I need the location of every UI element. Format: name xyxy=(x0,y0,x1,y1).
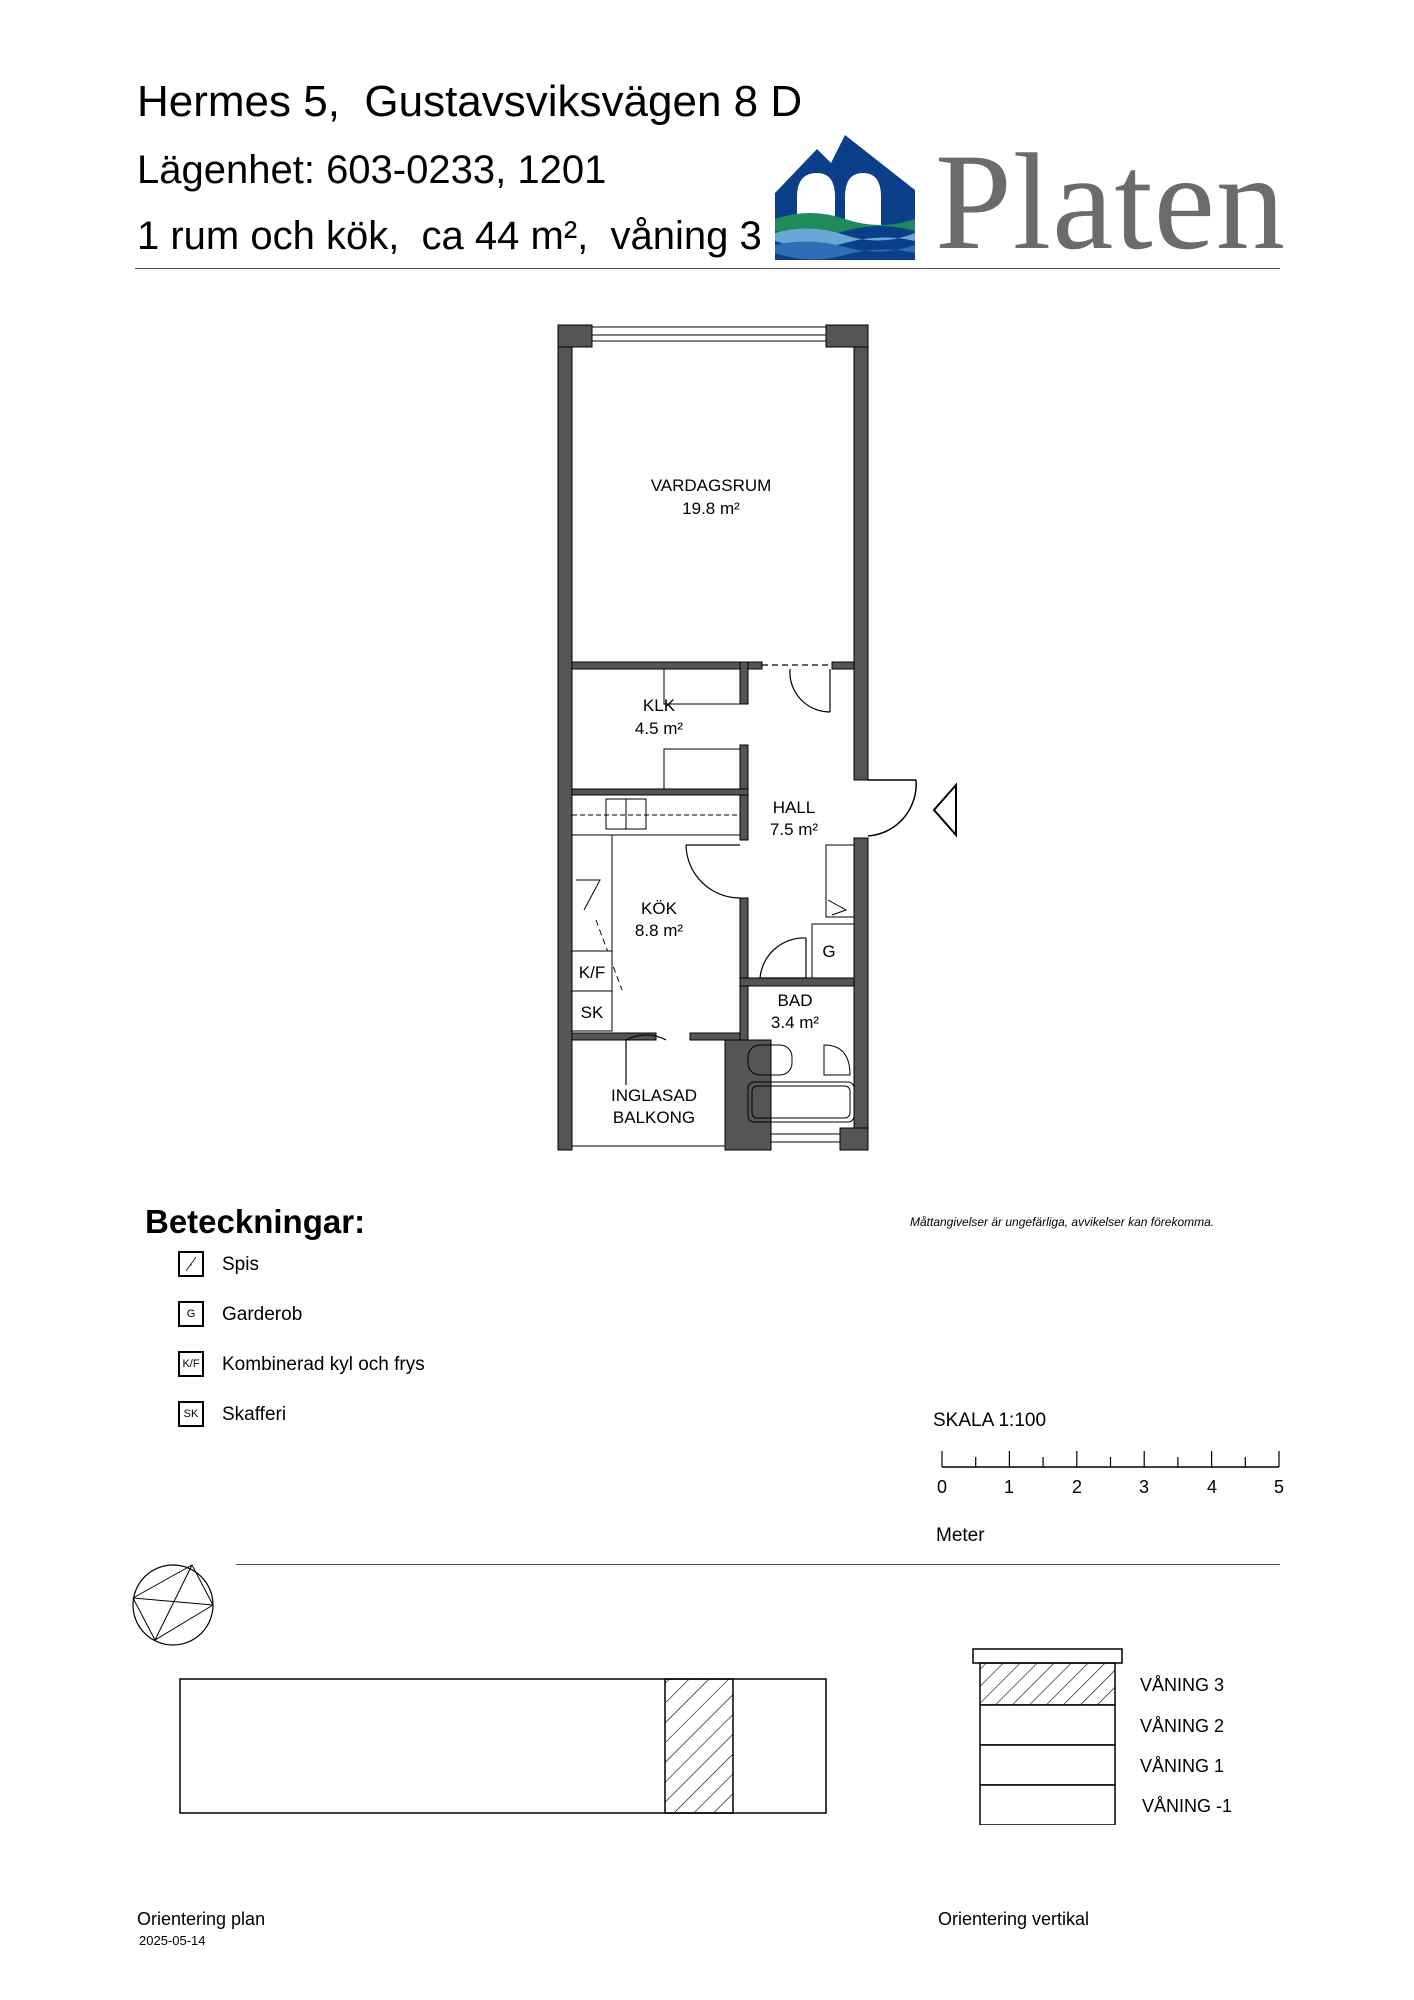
plan-date: 2025-05-14 xyxy=(139,1933,206,1948)
wall-klk-kok xyxy=(572,789,748,795)
scale-tick-1: 1 xyxy=(1003,1477,1014,1497)
wall-kok-balcony-right xyxy=(690,1033,740,1040)
apartment-location-marker xyxy=(665,1679,733,1813)
room-name-vardagsrum: VARDAGSRUM xyxy=(650,476,772,495)
entrance-arrow-icon xyxy=(934,785,956,835)
legend-label-spis: Spis xyxy=(222,1254,259,1275)
room-name-balkong-2: BALKONG xyxy=(612,1108,696,1127)
wall-living-klk xyxy=(572,662,762,669)
fixture-garderob: G xyxy=(822,942,836,961)
wall-living-hall xyxy=(832,662,854,669)
platen-logo-text: Platen xyxy=(935,125,1286,278)
legend-label-kylfrys: Kombinerad kyl och frys xyxy=(222,1354,425,1375)
wall-kok-balcony-left xyxy=(572,1033,656,1040)
highlighted-floor-marker xyxy=(980,1663,1115,1705)
scale-tick-3: 3 xyxy=(1138,1477,1149,1497)
apartment-summary: 1 rum och kök, ca 44 m², våning 3 xyxy=(137,214,762,258)
spis-icon xyxy=(178,1251,204,1277)
bath-door xyxy=(760,938,806,978)
south-wall-right xyxy=(840,1128,868,1150)
balcony-door xyxy=(626,1035,666,1085)
scale-bar xyxy=(920,1445,1290,1475)
east-wall-lower xyxy=(854,838,868,1150)
wall-klk-hall-top xyxy=(740,662,748,704)
orientation-vertical xyxy=(970,1645,1130,1825)
compass-icon xyxy=(128,1560,218,1650)
scale-tick-5: 5 xyxy=(1273,1477,1284,1497)
legend-symbol-skafferi: SK xyxy=(178,1401,204,1427)
sink-icon xyxy=(824,1045,850,1075)
living-room-door xyxy=(762,665,832,712)
room-area-hall: 7.5 m² xyxy=(769,820,819,839)
legend-title: Beteckningar: xyxy=(145,1203,366,1240)
orientation-divider xyxy=(236,1564,1280,1565)
west-wall xyxy=(558,325,572,1150)
room-name-hall: HALL xyxy=(772,798,816,817)
entrance-door xyxy=(868,780,916,836)
measurement-note: Måttangivelser är ungefärliga, avvikelser kan förekomma. xyxy=(910,1215,1215,1229)
floor-label-2: VÅNING 2 xyxy=(1140,1716,1225,1736)
scale-tick-2: 2 xyxy=(1071,1477,1082,1497)
orientation-plan-label: Orientering plan xyxy=(137,1909,266,1929)
floor-label-minus-1: VÅNING -1 xyxy=(1142,1796,1233,1816)
property-title: Hermes 5, Gustavsviksvägen 8 D xyxy=(137,77,803,126)
legend-symbol-kylfrys: K/F xyxy=(178,1351,204,1377)
scale-tick-0: 0 xyxy=(936,1477,947,1497)
scale-tick-4: 4 xyxy=(1206,1477,1217,1497)
room-area-kok: 8.8 m² xyxy=(634,921,684,940)
room-name-klk: KLK xyxy=(642,696,676,715)
legend-symbol-garderob: G xyxy=(178,1301,204,1327)
room-area-vardagsrum: 19.8 m² xyxy=(682,499,740,518)
room-area-klk: 4.5 m² xyxy=(634,719,684,738)
scale-unit: Meter xyxy=(936,1525,985,1546)
apartment-number: Lägenhet: 603-0233, 1201 xyxy=(137,148,607,192)
wall-hall-bad xyxy=(740,978,854,986)
north-wall-left xyxy=(558,325,592,347)
room-name-balkong-1: INGLASAD xyxy=(611,1086,697,1105)
legend-label-garderob: Garderob xyxy=(222,1304,303,1325)
legend-label-skafferi: Skafferi xyxy=(222,1404,287,1425)
north-wall-right xyxy=(826,325,868,347)
east-wall-upper xyxy=(854,325,868,780)
room-name-kok: KÖK xyxy=(641,899,677,918)
kitchen-door xyxy=(686,845,740,898)
floor-label-1: VÅNING 1 xyxy=(1140,1756,1225,1776)
fixture-kylfrys: K/F xyxy=(578,963,606,982)
room-name-bad: BAD xyxy=(777,991,813,1010)
orientation-plan xyxy=(178,1675,830,1815)
orientation-vertical-label: Orientering vertikal xyxy=(938,1909,1090,1929)
floor-label-3: VÅNING 3 xyxy=(1140,1675,1225,1695)
room-area-bad: 3.4 m² xyxy=(770,1013,820,1032)
fixture-skafferi: SK xyxy=(580,1003,604,1022)
scale-title: SKALA 1:100 xyxy=(933,1410,1047,1431)
